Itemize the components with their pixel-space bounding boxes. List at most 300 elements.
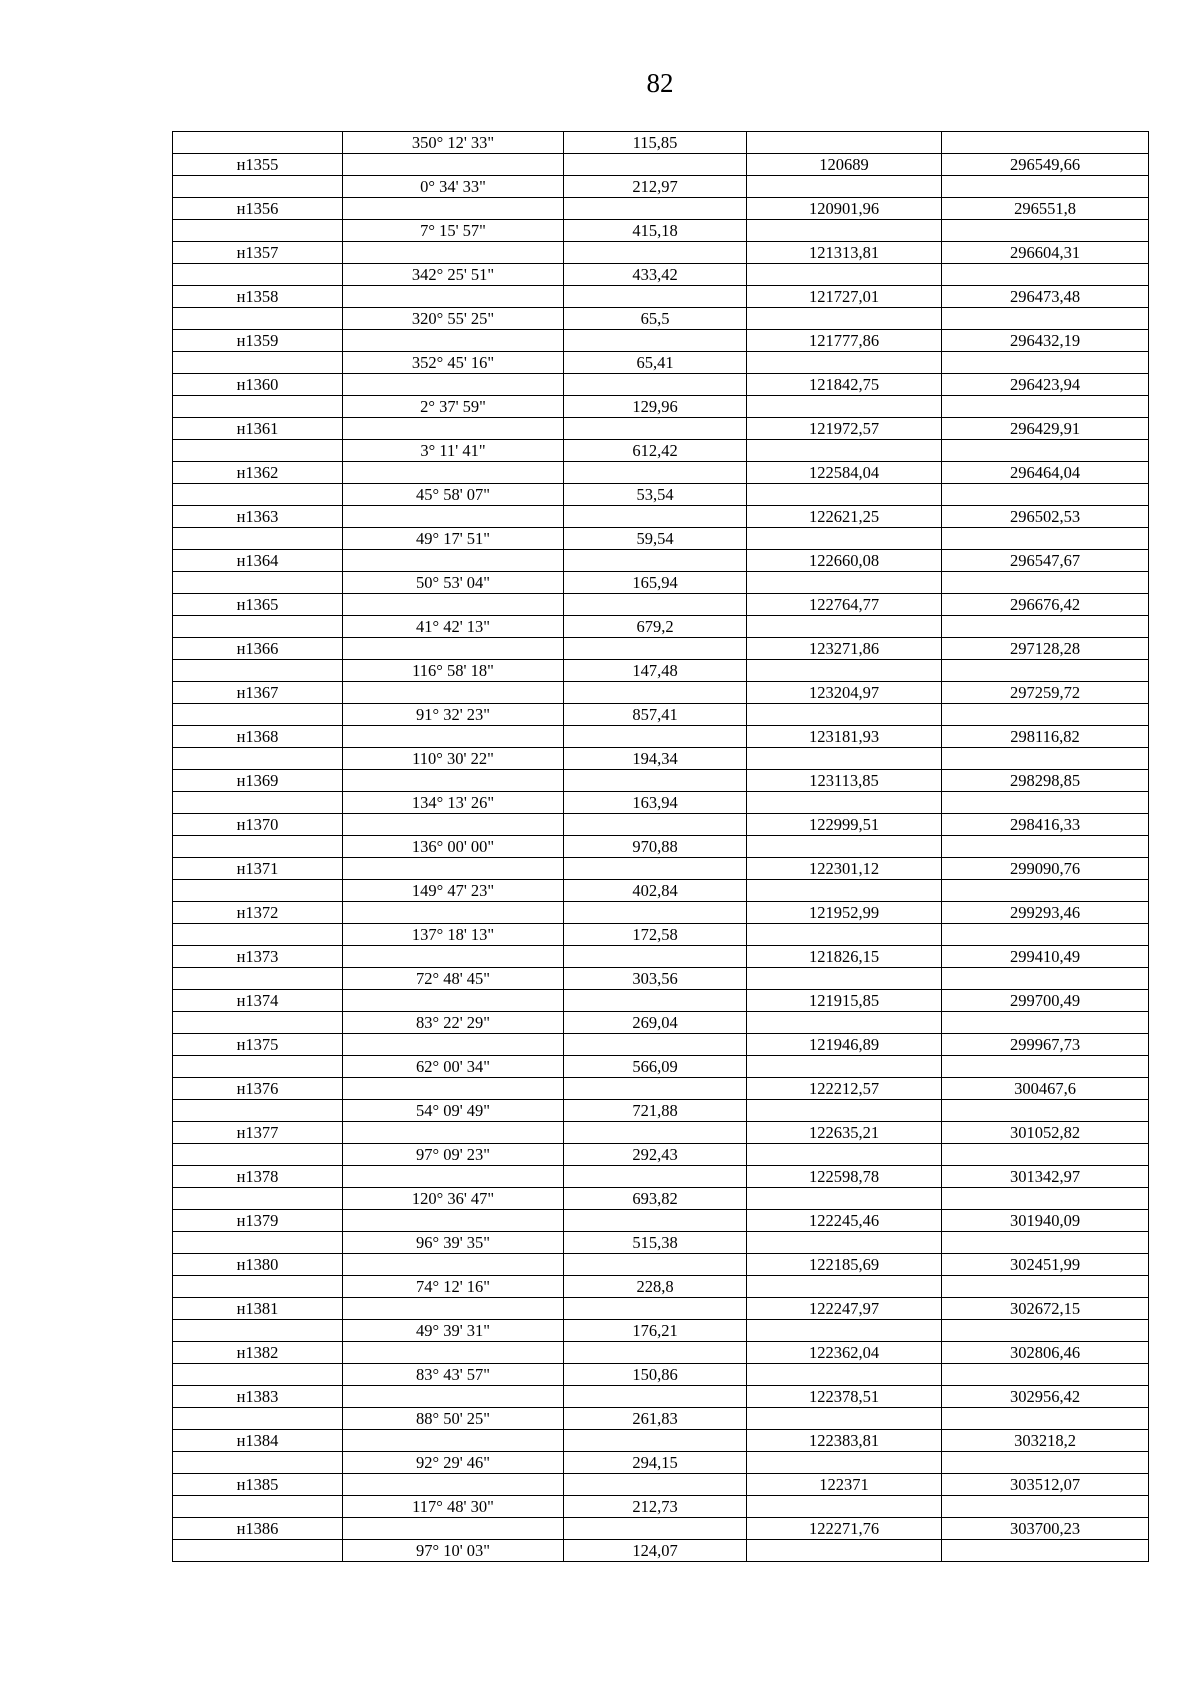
distance-cell	[564, 902, 747, 924]
bearing-cell	[343, 1210, 564, 1232]
x-coordinate-cell	[747, 1364, 942, 1386]
table-row	[173, 858, 1149, 880]
bearing-cell: 134° 13' 26"	[343, 792, 564, 814]
y-coordinate-cell: 299700,49	[942, 990, 1149, 1012]
x-coordinate-cell	[747, 132, 942, 154]
table-row	[173, 1056, 1149, 1078]
point-name-cell: н1369	[173, 770, 343, 792]
table-row	[173, 132, 1149, 154]
distance-cell	[564, 858, 747, 880]
y-coordinate-cell	[942, 132, 1149, 154]
table-row	[173, 1386, 1149, 1408]
point-name-cell	[173, 660, 343, 682]
point-name-cell	[173, 792, 343, 814]
x-coordinate-cell: 122362,04	[747, 1342, 942, 1364]
x-coordinate-cell	[747, 1100, 942, 1122]
bearing-cell: 96° 39' 35"	[343, 1232, 564, 1254]
bearing-cell	[343, 1034, 564, 1056]
y-coordinate-cell	[942, 1144, 1149, 1166]
table-row	[173, 726, 1149, 748]
distance-cell: 124,07	[564, 1540, 747, 1562]
bearing-cell: 74° 12' 16"	[343, 1276, 564, 1298]
table-row	[173, 748, 1149, 770]
y-coordinate-cell: 298298,85	[942, 770, 1149, 792]
table-row	[173, 1474, 1149, 1496]
x-coordinate-cell	[747, 440, 942, 462]
y-coordinate-cell: 297128,28	[942, 638, 1149, 660]
bearing-cell	[343, 682, 564, 704]
distance-cell: 433,42	[564, 264, 747, 286]
distance-cell: 194,34	[564, 748, 747, 770]
x-coordinate-cell	[747, 176, 942, 198]
x-coordinate-cell	[747, 572, 942, 594]
distance-cell	[564, 286, 747, 308]
distance-cell: 212,73	[564, 1496, 747, 1518]
point-name-cell: н1365	[173, 594, 343, 616]
distance-cell	[564, 770, 747, 792]
bearing-cell	[343, 946, 564, 968]
point-name-cell: н1361	[173, 418, 343, 440]
y-coordinate-cell: 296473,48	[942, 286, 1149, 308]
y-coordinate-cell	[942, 1276, 1149, 1298]
x-coordinate-cell	[747, 396, 942, 418]
y-coordinate-cell	[942, 1232, 1149, 1254]
point-name-cell	[173, 352, 343, 374]
y-coordinate-cell	[942, 1320, 1149, 1342]
y-coordinate-cell	[942, 748, 1149, 770]
point-name-cell	[173, 1100, 343, 1122]
distance-cell: 857,41	[564, 704, 747, 726]
x-coordinate-cell	[747, 484, 942, 506]
distance-cell	[564, 1254, 747, 1276]
y-coordinate-cell	[942, 1012, 1149, 1034]
point-name-cell: н1377	[173, 1122, 343, 1144]
point-name-cell: н1386	[173, 1518, 343, 1540]
point-name-cell	[173, 1056, 343, 1078]
distance-cell: 163,94	[564, 792, 747, 814]
table-row	[173, 220, 1149, 242]
y-coordinate-cell: 296676,42	[942, 594, 1149, 616]
point-name-cell	[173, 176, 343, 198]
y-coordinate-cell	[942, 704, 1149, 726]
table-row	[173, 704, 1149, 726]
distance-cell: 172,58	[564, 924, 747, 946]
point-name-cell	[173, 1320, 343, 1342]
bearing-cell: 7° 15' 57"	[343, 220, 564, 242]
distance-cell	[564, 726, 747, 748]
distance-cell	[564, 638, 747, 660]
point-name-cell	[173, 704, 343, 726]
point-name-cell: н1360	[173, 374, 343, 396]
x-coordinate-cell	[747, 1408, 942, 1430]
y-coordinate-cell	[942, 484, 1149, 506]
x-coordinate-cell: 123204,97	[747, 682, 942, 704]
table-row	[173, 1452, 1149, 1474]
bearing-cell	[343, 726, 564, 748]
distance-cell: 65,5	[564, 308, 747, 330]
table-row	[173, 550, 1149, 572]
distance-cell: 228,8	[564, 1276, 747, 1298]
table-row	[173, 154, 1149, 176]
point-name-cell	[173, 1232, 343, 1254]
y-coordinate-cell	[942, 924, 1149, 946]
y-coordinate-cell	[942, 1408, 1149, 1430]
point-name-cell: н1370	[173, 814, 343, 836]
bearing-cell: 136° 00' 00"	[343, 836, 564, 858]
table-row	[173, 1276, 1149, 1298]
coordinates-table	[172, 131, 1149, 1562]
bearing-cell	[343, 286, 564, 308]
y-coordinate-cell: 296604,31	[942, 242, 1149, 264]
y-coordinate-cell	[942, 264, 1149, 286]
distance-cell	[564, 1166, 747, 1188]
point-name-cell	[173, 836, 343, 858]
distance-cell: 693,82	[564, 1188, 747, 1210]
point-name-cell	[173, 616, 343, 638]
bearing-cell: 2° 37' 59"	[343, 396, 564, 418]
point-name-cell	[173, 924, 343, 946]
bearing-cell: 149° 47' 23"	[343, 880, 564, 902]
x-coordinate-cell	[747, 1012, 942, 1034]
point-name-cell: н1371	[173, 858, 343, 880]
x-coordinate-cell: 121946,89	[747, 1034, 942, 1056]
y-coordinate-cell	[942, 220, 1149, 242]
table-row	[173, 1210, 1149, 1232]
x-coordinate-cell	[747, 264, 942, 286]
x-coordinate-cell	[747, 660, 942, 682]
distance-cell: 415,18	[564, 220, 747, 242]
point-name-cell	[173, 1188, 343, 1210]
y-coordinate-cell: 296502,53	[942, 506, 1149, 528]
table-row	[173, 440, 1149, 462]
point-name-cell: н1362	[173, 462, 343, 484]
x-coordinate-cell	[747, 308, 942, 330]
bearing-cell	[343, 638, 564, 660]
bearing-cell: 41° 42' 13"	[343, 616, 564, 638]
distance-cell: 970,88	[564, 836, 747, 858]
distance-cell	[564, 1518, 747, 1540]
x-coordinate-cell: 122245,46	[747, 1210, 942, 1232]
bearing-cell	[343, 198, 564, 220]
distance-cell: 566,09	[564, 1056, 747, 1078]
distance-cell: 721,88	[564, 1100, 747, 1122]
table-row	[173, 1034, 1149, 1056]
x-coordinate-cell	[747, 1232, 942, 1254]
y-coordinate-cell: 299967,73	[942, 1034, 1149, 1056]
x-coordinate-cell: 120901,96	[747, 198, 942, 220]
bearing-cell	[343, 550, 564, 572]
distance-cell	[564, 946, 747, 968]
bearing-cell: 49° 17' 51"	[343, 528, 564, 550]
x-coordinate-cell: 123181,93	[747, 726, 942, 748]
point-name-cell: н1384	[173, 1430, 343, 1452]
bearing-cell: 352° 45' 16"	[343, 352, 564, 374]
x-coordinate-cell	[747, 616, 942, 638]
bearing-cell	[343, 1122, 564, 1144]
table-row	[173, 396, 1149, 418]
x-coordinate-cell	[747, 880, 942, 902]
x-coordinate-cell: 123113,85	[747, 770, 942, 792]
x-coordinate-cell	[747, 1452, 942, 1474]
table-row	[173, 572, 1149, 594]
distance-cell: 292,43	[564, 1144, 747, 1166]
table-row	[173, 506, 1149, 528]
point-name-cell	[173, 440, 343, 462]
distance-cell	[564, 198, 747, 220]
x-coordinate-cell	[747, 1056, 942, 1078]
point-name-cell	[173, 1496, 343, 1518]
y-coordinate-cell: 296551,8	[942, 198, 1149, 220]
table-row	[173, 1364, 1149, 1386]
bearing-cell	[343, 1342, 564, 1364]
point-name-cell	[173, 220, 343, 242]
point-name-cell	[173, 572, 343, 594]
table-row	[173, 1100, 1149, 1122]
y-coordinate-cell: 303218,2	[942, 1430, 1149, 1452]
table-row	[173, 946, 1149, 968]
point-name-cell: н1359	[173, 330, 343, 352]
table-row	[173, 990, 1149, 1012]
y-coordinate-cell: 298416,33	[942, 814, 1149, 836]
table-row	[173, 836, 1149, 858]
point-name-cell	[173, 484, 343, 506]
bearing-cell: 120° 36' 47"	[343, 1188, 564, 1210]
table-row	[173, 418, 1149, 440]
table-row	[173, 1342, 1149, 1364]
point-name-cell	[173, 1276, 343, 1298]
y-coordinate-cell	[942, 396, 1149, 418]
distance-cell: 269,04	[564, 1012, 747, 1034]
bearing-cell: 83° 22' 29"	[343, 1012, 564, 1034]
x-coordinate-cell	[747, 1320, 942, 1342]
bearing-cell: 116° 58' 18"	[343, 660, 564, 682]
point-name-cell: н1383	[173, 1386, 343, 1408]
bearing-cell	[343, 506, 564, 528]
y-coordinate-cell: 303700,23	[942, 1518, 1149, 1540]
table-row	[173, 198, 1149, 220]
bearing-cell	[343, 1386, 564, 1408]
page-number: 82	[646, 68, 674, 98]
table-row	[173, 968, 1149, 990]
bearing-cell	[343, 1430, 564, 1452]
y-coordinate-cell	[942, 308, 1149, 330]
point-name-cell: н1378	[173, 1166, 343, 1188]
distance-cell: 679,2	[564, 616, 747, 638]
table-row	[173, 462, 1149, 484]
x-coordinate-cell	[747, 1188, 942, 1210]
y-coordinate-cell: 296429,91	[942, 418, 1149, 440]
x-coordinate-cell	[747, 704, 942, 726]
y-coordinate-cell	[942, 1452, 1149, 1474]
x-coordinate-cell: 121972,57	[747, 418, 942, 440]
bearing-cell	[343, 814, 564, 836]
bearing-cell	[343, 330, 564, 352]
y-coordinate-cell	[942, 1100, 1149, 1122]
bearing-cell: 54° 09' 49"	[343, 1100, 564, 1122]
table-row	[173, 308, 1149, 330]
bearing-cell	[343, 594, 564, 616]
table-row	[173, 814, 1149, 836]
y-coordinate-cell: 296432,19	[942, 330, 1149, 352]
y-coordinate-cell	[942, 1056, 1149, 1078]
bearing-cell: 0° 34' 33"	[343, 176, 564, 198]
point-name-cell: н1363	[173, 506, 343, 528]
point-name-cell	[173, 1012, 343, 1034]
distance-cell: 147,48	[564, 660, 747, 682]
distance-cell	[564, 374, 747, 396]
table-row	[173, 484, 1149, 506]
y-coordinate-cell	[942, 836, 1149, 858]
table-row	[173, 792, 1149, 814]
point-name-cell: н1367	[173, 682, 343, 704]
table-row	[173, 1540, 1149, 1562]
distance-cell	[564, 1342, 747, 1364]
x-coordinate-cell: 121727,01	[747, 286, 942, 308]
table-row	[173, 352, 1149, 374]
y-coordinate-cell: 296423,94	[942, 374, 1149, 396]
table-row	[173, 660, 1149, 682]
bearing-cell	[343, 1474, 564, 1496]
y-coordinate-cell: 302956,42	[942, 1386, 1149, 1408]
point-name-cell: н1368	[173, 726, 343, 748]
table-row	[173, 1298, 1149, 1320]
bearing-cell	[343, 374, 564, 396]
bearing-cell: 110° 30' 22"	[343, 748, 564, 770]
table-row	[173, 1518, 1149, 1540]
x-coordinate-cell	[747, 1276, 942, 1298]
point-name-cell	[173, 880, 343, 902]
bearing-cell: 3° 11' 41"	[343, 440, 564, 462]
y-coordinate-cell: 302451,99	[942, 1254, 1149, 1276]
table-row	[173, 528, 1149, 550]
table-row	[173, 242, 1149, 264]
distance-cell	[564, 1386, 747, 1408]
table-row	[173, 330, 1149, 352]
point-name-cell: н1356	[173, 198, 343, 220]
point-name-cell: н1358	[173, 286, 343, 308]
point-name-cell	[173, 396, 343, 418]
distance-cell	[564, 1430, 747, 1452]
x-coordinate-cell: 122301,12	[747, 858, 942, 880]
distance-cell: 612,42	[564, 440, 747, 462]
y-coordinate-cell	[942, 440, 1149, 462]
x-coordinate-cell: 122635,21	[747, 1122, 942, 1144]
table-row	[173, 1188, 1149, 1210]
point-name-cell	[173, 1452, 343, 1474]
y-coordinate-cell: 302672,15	[942, 1298, 1149, 1320]
table-row	[173, 1012, 1149, 1034]
point-name-cell	[173, 1364, 343, 1386]
table-row	[173, 1166, 1149, 1188]
y-coordinate-cell: 303512,07	[942, 1474, 1149, 1496]
y-coordinate-cell: 299090,76	[942, 858, 1149, 880]
bearing-cell: 83° 43' 57"	[343, 1364, 564, 1386]
x-coordinate-cell: 122764,77	[747, 594, 942, 616]
bearing-cell	[343, 1298, 564, 1320]
table-row	[173, 1144, 1149, 1166]
bearing-cell	[343, 902, 564, 924]
y-coordinate-cell	[942, 176, 1149, 198]
x-coordinate-cell: 122660,08	[747, 550, 942, 572]
x-coordinate-cell: 121952,99	[747, 902, 942, 924]
y-coordinate-cell	[942, 1496, 1149, 1518]
point-name-cell: н1385	[173, 1474, 343, 1496]
distance-cell	[564, 1210, 747, 1232]
point-name-cell: н1374	[173, 990, 343, 1012]
point-name-cell: н1357	[173, 242, 343, 264]
y-coordinate-cell: 301342,97	[942, 1166, 1149, 1188]
coordinates-table-body	[173, 132, 1149, 1562]
y-coordinate-cell: 300467,6	[942, 1078, 1149, 1100]
bearing-cell: 50° 53' 04"	[343, 572, 564, 594]
distance-cell	[564, 242, 747, 264]
table-row	[173, 1254, 1149, 1276]
point-name-cell: н1375	[173, 1034, 343, 1056]
table-row	[173, 1408, 1149, 1430]
point-name-cell	[173, 1408, 343, 1430]
distance-cell	[564, 682, 747, 704]
distance-cell: 65,41	[564, 352, 747, 374]
distance-cell	[564, 594, 747, 616]
x-coordinate-cell: 122598,78	[747, 1166, 942, 1188]
distance-cell	[564, 814, 747, 836]
bearing-cell: 62° 00' 34"	[343, 1056, 564, 1078]
y-coordinate-cell: 298116,82	[942, 726, 1149, 748]
point-name-cell	[173, 748, 343, 770]
table-row	[173, 880, 1149, 902]
table-row	[173, 638, 1149, 660]
point-name-cell: н1376	[173, 1078, 343, 1100]
x-coordinate-cell: 121313,81	[747, 242, 942, 264]
x-coordinate-cell: 122185,69	[747, 1254, 942, 1276]
x-coordinate-cell	[747, 968, 942, 990]
distance-cell	[564, 550, 747, 572]
table-row	[173, 374, 1149, 396]
y-coordinate-cell	[942, 1364, 1149, 1386]
bearing-cell	[343, 990, 564, 1012]
point-name-cell: н1364	[173, 550, 343, 572]
x-coordinate-cell	[747, 836, 942, 858]
table-row	[173, 176, 1149, 198]
x-coordinate-cell: 122371	[747, 1474, 942, 1496]
y-coordinate-cell	[942, 528, 1149, 550]
distance-cell	[564, 462, 747, 484]
x-coordinate-cell: 121777,86	[747, 330, 942, 352]
distance-cell: 261,83	[564, 1408, 747, 1430]
bearing-cell	[343, 1254, 564, 1276]
y-coordinate-cell: 297259,72	[942, 682, 1149, 704]
bearing-cell	[343, 154, 564, 176]
distance-cell	[564, 1122, 747, 1144]
y-coordinate-cell: 296464,04	[942, 462, 1149, 484]
distance-cell	[564, 154, 747, 176]
y-coordinate-cell	[942, 352, 1149, 374]
distance-cell: 59,54	[564, 528, 747, 550]
distance-cell: 150,86	[564, 1364, 747, 1386]
x-coordinate-cell: 121826,15	[747, 946, 942, 968]
point-name-cell: н1373	[173, 946, 343, 968]
table-row	[173, 1078, 1149, 1100]
x-coordinate-cell	[747, 1496, 942, 1518]
x-coordinate-cell	[747, 352, 942, 374]
bearing-cell	[343, 1518, 564, 1540]
y-coordinate-cell	[942, 880, 1149, 902]
distance-cell: 115,85	[564, 132, 747, 154]
distance-cell	[564, 990, 747, 1012]
table-row	[173, 616, 1149, 638]
x-coordinate-cell	[747, 220, 942, 242]
x-coordinate-cell: 122271,76	[747, 1518, 942, 1540]
